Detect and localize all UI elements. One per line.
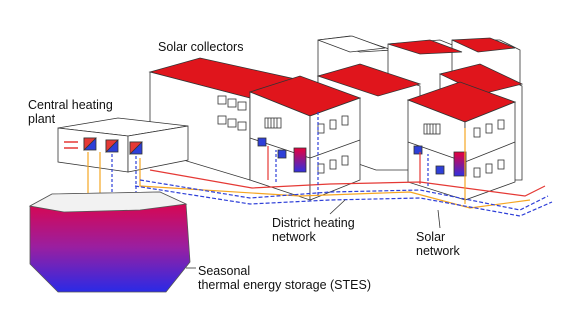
label-district-heating-line2: network [272,230,316,244]
label-central-heating-line2: plant [28,112,56,126]
label-solar-collectors: Solar collectors [158,40,244,54]
seasonal-storage-tank [30,192,190,292]
label-central-heating-line1: Central heating [28,98,113,112]
label-solar-network-line2: network [416,244,460,258]
label-district-heating-line1: District heating [272,216,355,230]
label-solar-network-line1: Solar [416,230,446,244]
building-center [250,76,360,200]
central-heating-plant [58,118,188,172]
label-stes-line2: thermal energy storage (STES) [198,278,371,292]
label-stes-line1: Seasonal [198,264,251,278]
